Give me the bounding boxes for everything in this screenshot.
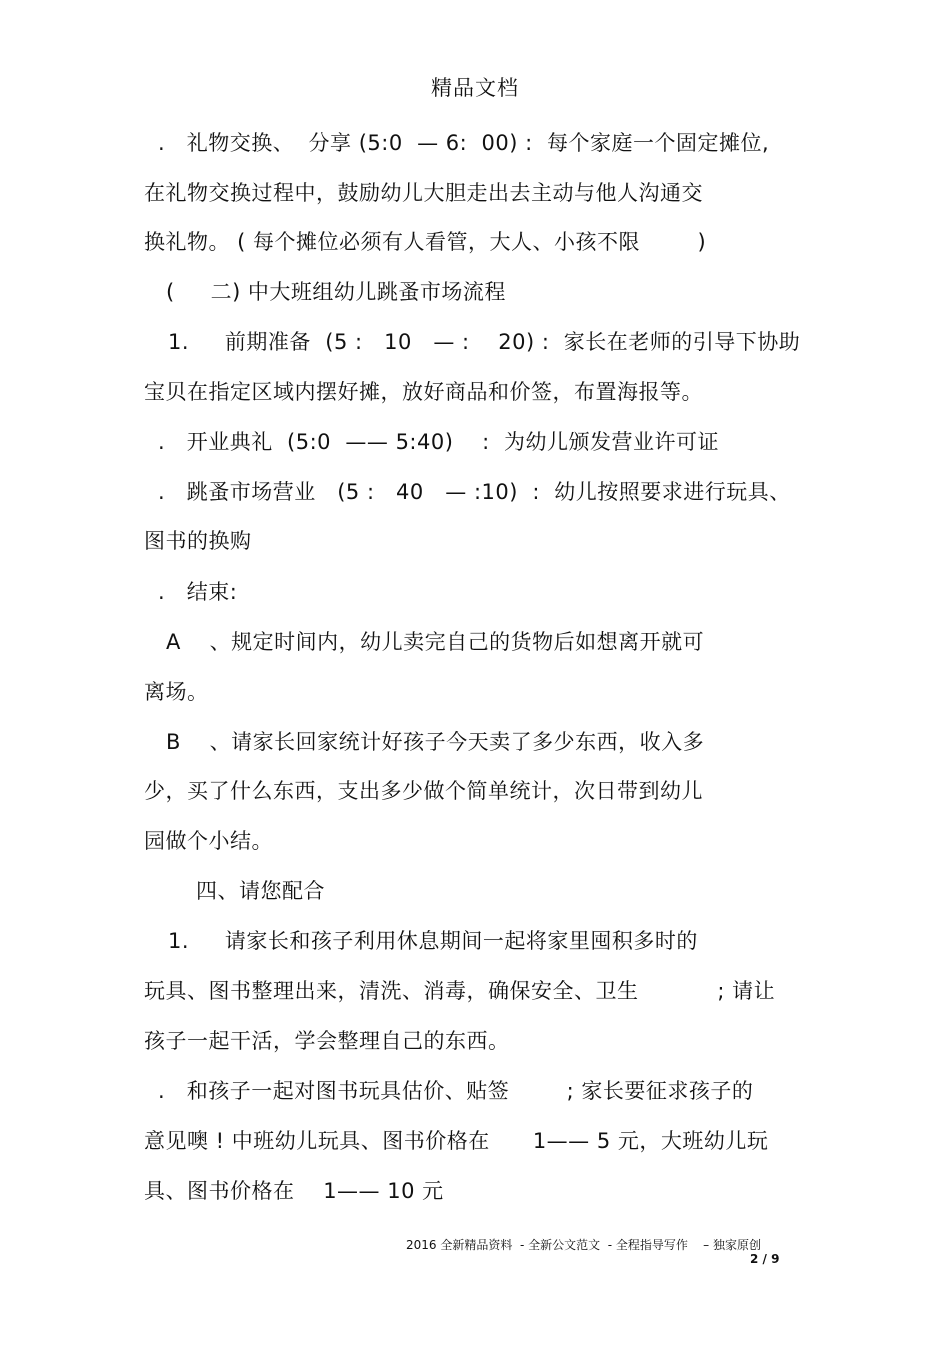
body-line: 离场。 (144, 680, 209, 704)
section-heading: ( 二) 中大班组幼儿跳蚤市场流程 (166, 280, 506, 304)
body-line: 意见噢 ! 中班幼儿玩具、图书价格在 1—— 5 元，大班幼儿玩 (144, 1129, 769, 1153)
body-line: . 开业典礼 (5:0 —— 5:40) : 为幼儿颁发营业许可证 (158, 430, 720, 454)
body-line: 玩具、图书整理出来，清洗、消毒，确保安全、卫生 ; 请让 (144, 979, 776, 1003)
page-header: 精品文档 (431, 76, 519, 100)
body-line: 1. 请家长和孩子利用休息期间一起将家里囤积多时的 (168, 929, 698, 953)
body-line: 少，买了什么东西，支出多少做个简单统计，次日带到幼儿 (144, 779, 703, 803)
body-line: 园做个小结。 (144, 829, 273, 853)
body-line: . 和孩子一起对图书玩具估价、贴签 ; 家长要征求孩子的 (158, 1079, 754, 1103)
body-line: . 跳蚤市场营业 (5 : 40 — :10) : 幼儿按照要求进行玩具、 (158, 480, 791, 504)
body-line: 孩子一起干活，学会整理自己的东西。 (144, 1029, 510, 1053)
body-line: . 礼物交换、 分享 (5:0 — 6: 00) : 每个家庭一个固定摊位, (158, 131, 770, 155)
body-line: . 结束: (158, 580, 238, 604)
body-line: 在礼物交换过程中，鼓励幼儿大胆走出去主动与他人沟通交 (144, 181, 703, 205)
body-line: 换礼物。 ( 每个摊位必须有人看管，大人、小孩不限 ) (144, 230, 707, 254)
body-line: 具、图书价格在 1—— 10 元 (144, 1179, 444, 1203)
body-line: 宝贝在指定区域内摆好摊，放好商品和价签，布置海报等。 (144, 380, 703, 404)
body-line: B 、请家长回家统计好孩子今天卖了多少东西，收入多 (166, 730, 705, 754)
page-number: 2 / 9 (750, 1252, 780, 1266)
footer-text: 2016 全新精品资料 - 全新公文范文 - 全程指导写作 – 独家原创 (406, 1238, 761, 1252)
section-heading: 四、请您配合 (196, 879, 325, 903)
body-line: 1. 前期准备 (5 : 10 — : 20) : 家长在老师的引导下协助 (168, 330, 801, 354)
body-line: 图书的换购 (144, 529, 252, 553)
body-line: A 、规定时间内，幼儿卖完自己的货物后如想离开就可 (166, 630, 705, 654)
